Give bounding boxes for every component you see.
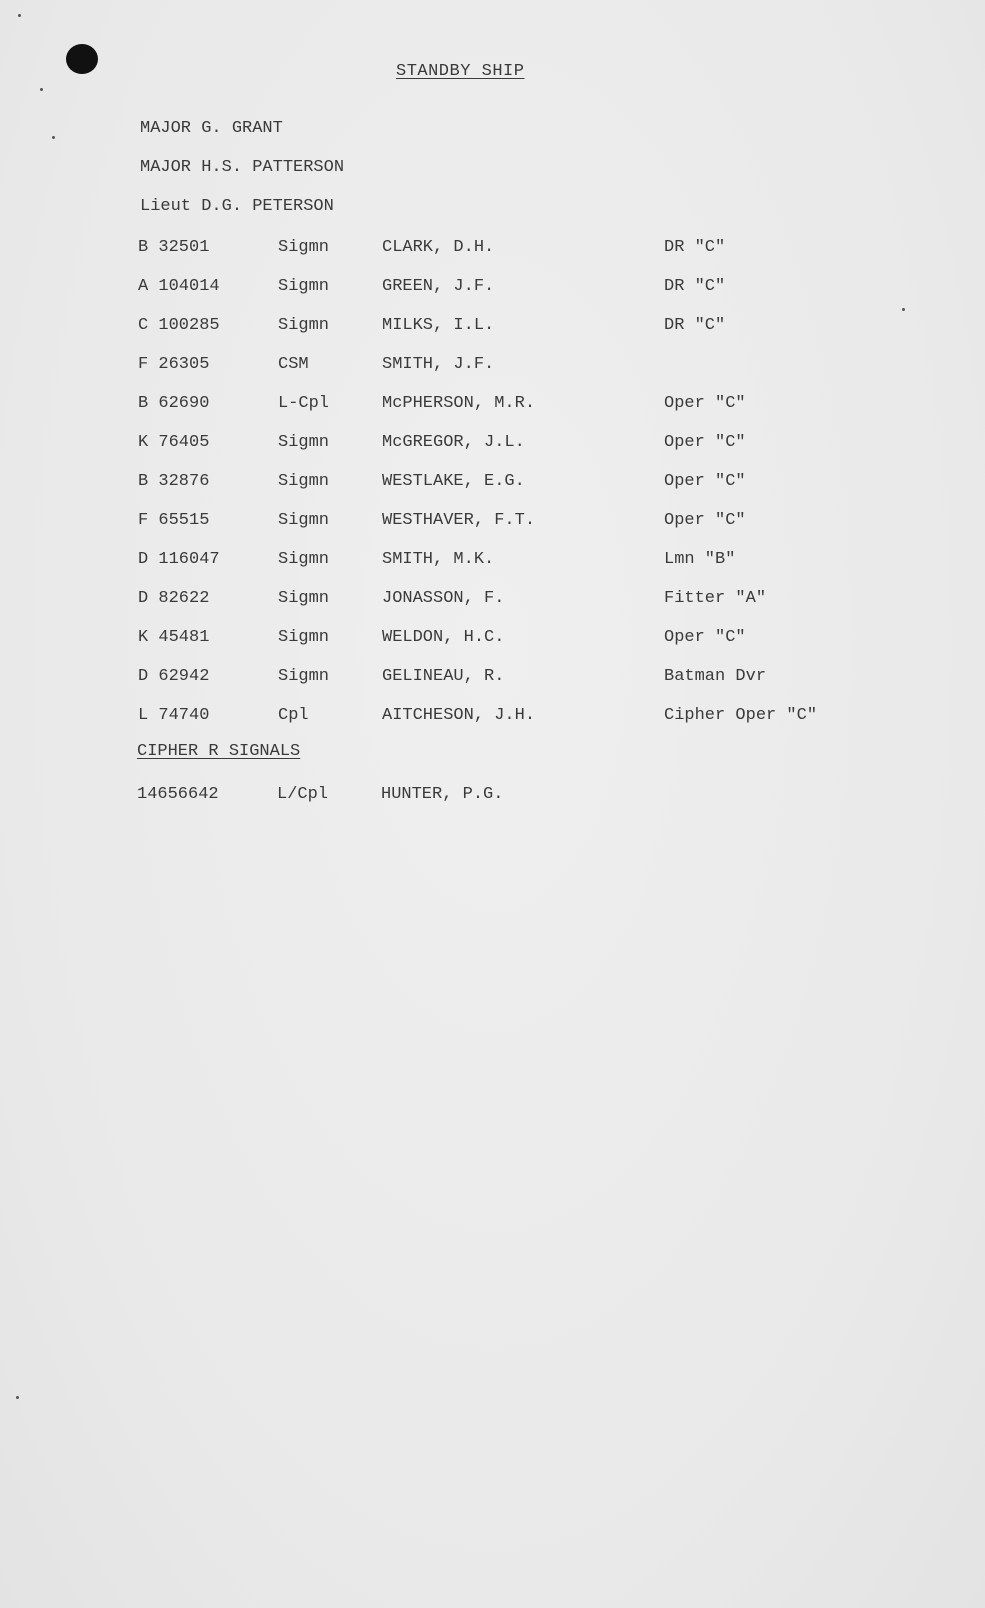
person-name: WESTHAVER, F.T.: [382, 511, 536, 530]
trade: DR "C": [664, 277, 726, 296]
speck: [40, 88, 43, 91]
service-number: 14656642: [137, 785, 219, 804]
person-name: JONASSON, F.: [382, 589, 505, 608]
page-title: STANDBY SHIP: [396, 62, 525, 81]
rank: Sigmn: [278, 550, 330, 569]
person-name: CLARK, D.H.: [382, 238, 495, 257]
trade: Oper "C": [664, 511, 746, 530]
rank: CSM: [278, 355, 309, 374]
punch-hole: [66, 44, 98, 74]
service-number: D 116047: [138, 550, 220, 569]
speck: [18, 14, 21, 17]
service-number: B 62690: [138, 394, 210, 413]
trade: Oper "C": [664, 433, 746, 452]
person-name: GREEN, J.F.: [382, 277, 495, 296]
trade: DR "C": [664, 238, 726, 257]
service-number: K 45481: [138, 628, 210, 647]
rank: Sigmn: [278, 667, 330, 686]
trade: Oper "C": [664, 628, 746, 647]
service-number: D 62942: [138, 667, 210, 686]
person-name: HUNTER, P.G.: [381, 785, 504, 804]
officer-list: [140, 118, 344, 235]
rank: Sigmn: [278, 238, 330, 257]
trade: Cipher Oper "C": [664, 706, 818, 725]
service-number: L 74740: [138, 706, 210, 725]
service-number: C 100285: [138, 316, 220, 335]
trade: DR "C": [664, 316, 726, 335]
service-number: A 104014: [138, 277, 220, 296]
rank: L/Cpl: [277, 785, 329, 804]
rank: Sigmn: [278, 511, 330, 530]
trade: Oper "C": [664, 394, 746, 413]
trade: Batman Dvr: [664, 667, 767, 686]
rank: Sigmn: [278, 472, 330, 491]
service-number: D 82622: [138, 589, 210, 608]
service-number: B 32501: [138, 238, 210, 257]
rank: Sigmn: [278, 589, 330, 608]
speck: [16, 1396, 19, 1399]
rank: Sigmn: [278, 277, 330, 296]
person-name: SMITH, J.F.: [382, 355, 495, 374]
service-number: F 65515: [138, 511, 210, 530]
trade: Fitter "A": [664, 589, 767, 608]
rank: L-Cpl: [278, 394, 330, 413]
person-name: McPHERSON, M.R.: [382, 394, 536, 413]
service-number: K 76405: [138, 433, 210, 452]
person-name: SMITH, M.K.: [382, 550, 495, 569]
person-name: GELINEAU, R.: [382, 667, 505, 686]
section-heading: CIPHER R SIGNALS: [137, 742, 301, 761]
speck: [902, 308, 905, 311]
rank: Sigmn: [278, 433, 330, 452]
rank: Sigmn: [278, 316, 330, 335]
service-number: B 32876: [138, 472, 210, 491]
person-name: WESTLAKE, E.G.: [382, 472, 525, 491]
service-number: F 26305: [138, 355, 210, 374]
officer-entry: MAJOR G. GRANT: [140, 119, 283, 138]
officer-entry: Lieut D.G. PETERSON: [140, 197, 334, 216]
rank: Cpl: [278, 706, 309, 725]
speck: [52, 136, 55, 139]
person-name: WELDON, H.C.: [382, 628, 505, 647]
officer-entry: MAJOR H.S. PATTERSON: [140, 158, 345, 177]
person-name: MILKS, I.L.: [382, 316, 495, 335]
trade: Lmn "B": [664, 550, 736, 569]
person-name: McGREGOR, J.L.: [382, 433, 525, 452]
trade: Oper "C": [664, 472, 746, 491]
rank: Sigmn: [278, 628, 330, 647]
person-name: AITCHESON, J.H.: [382, 706, 536, 725]
